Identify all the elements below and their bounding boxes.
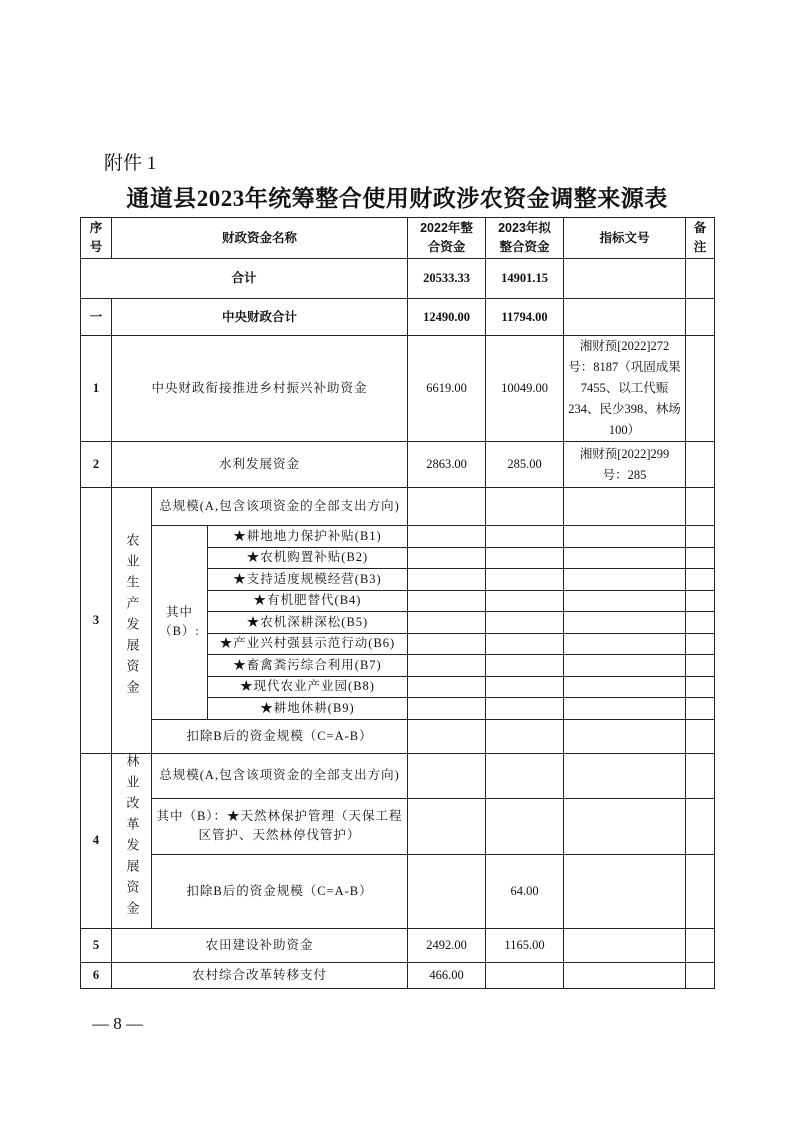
row-name: 水利发展资金 [112,442,408,488]
sub-item: ★支持适度规模经营(B3) [208,569,408,591]
sub-item: ★有机肥替代(B4) [208,590,408,612]
table-row [81,719,715,753]
sub-item: ★现代农业产业园(B8) [208,676,408,698]
net-scale-label: 扣除B后的资金规模（C=A-B） [152,854,408,928]
row-name: 中央财政衔接推进乡村振兴补助资金 [112,336,408,442]
total-scale-label: 总规模(A,包含该项资金的全部支出方向) [152,753,408,798]
row-name: 农村综合改革转移支付 [112,962,408,988]
header-name: 财政资金名称 [112,218,408,259]
attachment-label: 附件 1 [104,153,157,174]
page-number: — 8 — [92,1014,143,1033]
row-2023: 285.00 [486,442,564,488]
page-title: 通道县2023年统筹整合使用财政涉农资金调整来源表 [126,186,668,211]
table-row [81,928,715,962]
sub-item: ★产业兴村强县示范行动(B6) [208,633,408,655]
header-seq: 序号 [81,218,112,259]
row-2023: 1165.00 [486,928,564,962]
central-remark [686,299,715,336]
sub-row [81,526,715,548]
sub-item: ★耕地休耕(B9) [208,698,408,720]
row-2023: 10049.00 [486,336,564,442]
header-row [81,218,715,259]
row-seq: 6 [81,962,112,988]
group-label [112,488,152,754]
header-remark: 备注 [686,218,715,259]
row-2022: 2863.00 [408,442,486,488]
table-row [81,854,715,928]
row-doc: 湘财预[2022]299号：285 [564,442,686,488]
total-2022: 20533.33 [408,259,486,299]
group-label-text: 农业生产发展资金 [124,533,140,702]
central-2023: 11794.00 [486,299,564,336]
header-2023: 2023年拟整合资金 [486,218,564,259]
central-doc [564,299,686,336]
row-name: 农田建设补助资金 [112,928,408,962]
row-2022: 6619.00 [408,336,486,442]
total-label: 合计 [81,259,408,299]
sub-item: ★农机购置补贴(B2) [208,547,408,569]
central-seq: 一 [81,299,112,336]
central-label: 中央财政合计 [112,299,408,336]
row-2022: 466.00 [408,962,486,988]
row-remark [686,442,715,488]
central-row [81,299,715,336]
header-doc: 指标文号 [564,218,686,259]
table-row [81,798,715,854]
sub-item: ★农机深耕深松(B5) [208,612,408,634]
table-row [81,753,715,798]
among-label: 其中（B）: [152,526,208,720]
row-2022: 2492.00 [408,928,486,962]
total-doc [564,259,686,299]
net-scale-label: 扣除B后的资金规模（C=A-B） [152,719,408,753]
row-doc: 湘财预[2022]272号：8187（巩固成果7455、以工代赈234、民少398、林场100） [564,336,686,442]
table-row [81,488,715,526]
row-seq: 4 [81,753,112,928]
group-label [112,753,152,928]
sub-item: ★畜禽粪污综合利用(B7) [208,655,408,677]
row-seq: 1 [81,336,112,442]
fund-source-table [80,217,715,989]
row-seq: 2 [81,442,112,488]
total-remark [686,259,715,299]
table-row [81,336,715,442]
among-label: 其中（B）：★天然林保护管理（天保工程区管护、天然林停伐管护） [152,798,408,854]
central-2022: 12490.00 [408,299,486,336]
table-row [81,442,715,488]
total-row [81,259,715,299]
total-2023: 14901.15 [486,259,564,299]
net-2023: 64.00 [486,854,564,928]
group-label-text: 林业改革发展资金 [124,753,140,922]
header-2022: 2022年整合资金 [408,218,486,259]
row-seq: 3 [81,488,112,754]
row-seq: 5 [81,928,112,962]
total-scale-label: 总规模(A,包含该项资金的全部支出方向) [152,488,408,526]
sub-item: ★耕地地力保护补贴(B1) [208,526,408,548]
table-row [81,962,715,988]
row-remark [686,336,715,442]
